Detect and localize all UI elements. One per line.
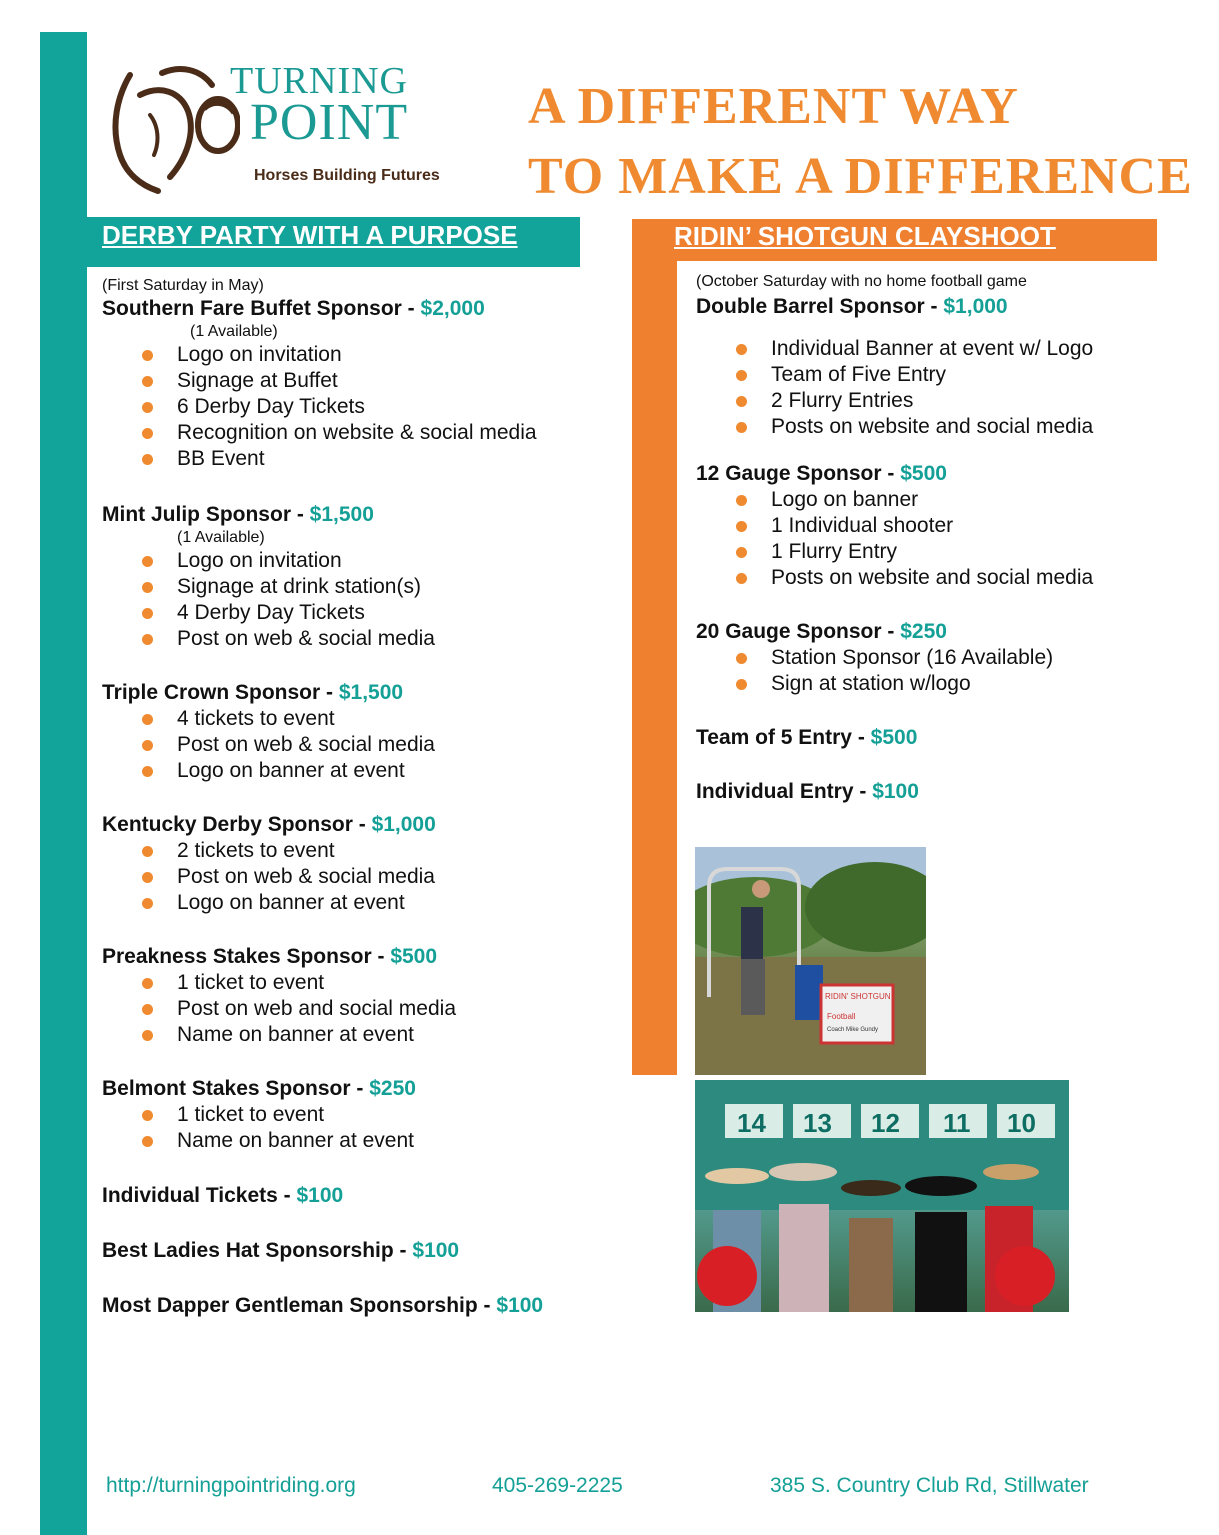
shooter-scene (695, 847, 926, 1075)
extra-price: $100 (872, 780, 919, 803)
list-item: Signage at drink station(s) (102, 574, 622, 600)
list-item: BB Event (102, 446, 622, 472)
benefit-list (102, 1102, 622, 1154)
list-item: Post on web and social media (102, 996, 622, 1022)
derby-header-text: DERBY PARTY WITH A PURPOSE (102, 220, 518, 250)
logo-line2: POINT (250, 94, 409, 151)
page-headline (528, 72, 1193, 212)
list-item: 2 Flurry Entries (696, 388, 1196, 414)
list-item: 4 Derby Day Tickets (102, 600, 622, 626)
list-item: Sign at station w/logo (696, 671, 1196, 697)
logo (100, 55, 445, 200)
sponsor-name: Preakness Stakes Sponsor - (102, 945, 391, 968)
extra-name: Individual Entry - (696, 780, 873, 803)
headline-line2: TO MAKE A DIFFERENCE (528, 148, 1193, 205)
sponsor-title (696, 294, 1196, 320)
sponsor-title (102, 502, 622, 528)
list-item: 1 ticket to event (102, 1102, 622, 1128)
sponsor-title (102, 812, 622, 838)
list-item: Post on web & social media (102, 864, 622, 890)
extra-price: $500 (870, 726, 918, 749)
sponsor-name: Kentucky Derby Sponsor - (102, 813, 372, 836)
footer-address: 385 S. Country Club Rd, Stillwater (770, 1474, 1089, 1497)
list-item: 1 Individual shooter (696, 513, 1196, 539)
orange-side-bar (632, 261, 677, 1075)
sponsor-name: 20 Gauge Sponsor - (696, 620, 901, 643)
derby-section-header (87, 217, 580, 267)
sponsor-name: Triple Crown Sponsor - (102, 681, 339, 704)
benefit-list (696, 336, 1196, 440)
sponsor-title (102, 944, 622, 970)
list-item: Name on banner at event (102, 1022, 622, 1048)
list-item: Logo on banner at event (102, 758, 622, 784)
gate-number: 10 (1007, 1108, 1036, 1138)
footer-website[interactable]: http://turningpointriding.org (106, 1474, 356, 1497)
sponsor-name: Double Barrel Sponsor - (696, 295, 944, 318)
sponsor-price: $1,000 (371, 813, 436, 836)
derby-date-note: (First Saturday in May) (102, 277, 264, 294)
teal-side-bar (40, 32, 87, 1535)
extra-price: $100 (412, 1239, 460, 1262)
extra-name: Most Dapper Gentleman Sponsorship - (102, 1294, 497, 1317)
sponsor-name: Mint Julip Sponsor - (102, 503, 310, 526)
sponsor-name: Southern Fare Buffet Sponsor - (102, 297, 421, 320)
headline-line1: A DIFFERENT WAY (528, 78, 1019, 135)
benefit-list (102, 970, 622, 1048)
benefit-list (102, 706, 622, 784)
extra-title (696, 779, 1196, 805)
sponsor-title (696, 461, 1196, 487)
horse-head-icon (100, 55, 240, 200)
clay-date-note: (October Saturday with no home football game (696, 273, 1027, 290)
benefit-list (696, 645, 1196, 697)
extra-price: $100 (296, 1184, 344, 1207)
benefit-list (102, 548, 622, 652)
extra-title (102, 1183, 622, 1209)
logo-line1: TURNING (230, 60, 408, 102)
list-item: Individual Banner at event w/ Logo (696, 336, 1196, 362)
sponsor-price: $500 (390, 945, 438, 968)
list-item: Name on banner at event (102, 1128, 622, 1154)
list-item: Post on web & social media (102, 732, 622, 758)
sponsor-name: Belmont Stakes Sponsor - (102, 1077, 370, 1100)
derby-ladies-scene (695, 1080, 1069, 1312)
extra-title (102, 1293, 622, 1319)
extra-name: Team of 5 Entry - (696, 726, 871, 749)
sign-line1: RIDIN' SHOTGUN (825, 992, 891, 1001)
list-item: Posts on website and social media (696, 565, 1196, 591)
list-item: Logo on banner (696, 487, 1196, 513)
list-item: 4 tickets to event (102, 706, 622, 732)
sponsor-title (102, 680, 622, 706)
sponsor-price: $250 (900, 620, 947, 643)
extra-name: Individual Tickets - (102, 1184, 297, 1207)
clayshoot-photo (695, 847, 926, 1075)
benefit-list (102, 342, 622, 472)
clay-header-text: RIDIN’ SHOTGUN CLAYSHOOT (674, 221, 1056, 251)
sponsor-name: 12 Gauge Sponsor - (696, 462, 901, 485)
gate-number: 14 (737, 1108, 766, 1138)
clay-section-header (632, 219, 1157, 261)
extra-price: $100 (496, 1294, 544, 1317)
gate-number: 12 (871, 1108, 900, 1138)
derby-column (102, 276, 622, 1319)
sponsor-price: $1,500 (309, 503, 374, 526)
sign-line2: Football (827, 1012, 856, 1021)
list-item: Logo on banner at event (102, 890, 622, 916)
extra-title (102, 1238, 622, 1264)
derby-photo (695, 1080, 1069, 1312)
sponsor-price: $250 (369, 1077, 416, 1100)
list-item: Station Sponsor (16 Available) (696, 645, 1196, 671)
extra-title (696, 725, 1196, 751)
gate-number: 13 (803, 1108, 832, 1138)
availability-note: (1 Available) (190, 323, 278, 340)
list-item: Logo on invitation (102, 342, 622, 368)
sponsor-price: $500 (900, 462, 947, 485)
list-item: Logo on invitation (102, 548, 622, 574)
benefit-list (696, 487, 1196, 591)
list-item: Signage at Buffet (102, 368, 622, 394)
clay-column (696, 272, 1196, 805)
sponsor-price: $1,000 (943, 295, 1008, 318)
gate-number: 11 (943, 1108, 971, 1138)
sponsor-title (102, 296, 622, 322)
benefit-list (102, 838, 622, 916)
logo-tagline: Horses Building Futures (254, 167, 440, 184)
sponsor-title (102, 1076, 622, 1102)
list-item: Post on web & social media (102, 626, 622, 652)
list-item: Posts on website and social media (696, 414, 1196, 440)
list-item: 1 ticket to event (102, 970, 622, 996)
sponsor-title (696, 619, 1196, 645)
sponsor-price: $1,500 (338, 681, 404, 704)
list-item: 2 tickets to event (102, 838, 622, 864)
sign-line3: Coach Mike Gundy (827, 1027, 879, 1033)
availability-note: (1 Available) (177, 529, 265, 546)
list-item: Recognition on website & social media (102, 420, 622, 446)
extra-name: Best Ladies Hat Sponsorship - (102, 1239, 413, 1262)
list-item: Team of Five Entry (696, 362, 1196, 388)
sponsor-price: $2,000 (420, 297, 485, 320)
list-item: 1 Flurry Entry (696, 539, 1196, 565)
footer-phone: 405-269-2225 (492, 1474, 623, 1497)
list-item: 6 Derby Day Tickets (102, 394, 622, 420)
